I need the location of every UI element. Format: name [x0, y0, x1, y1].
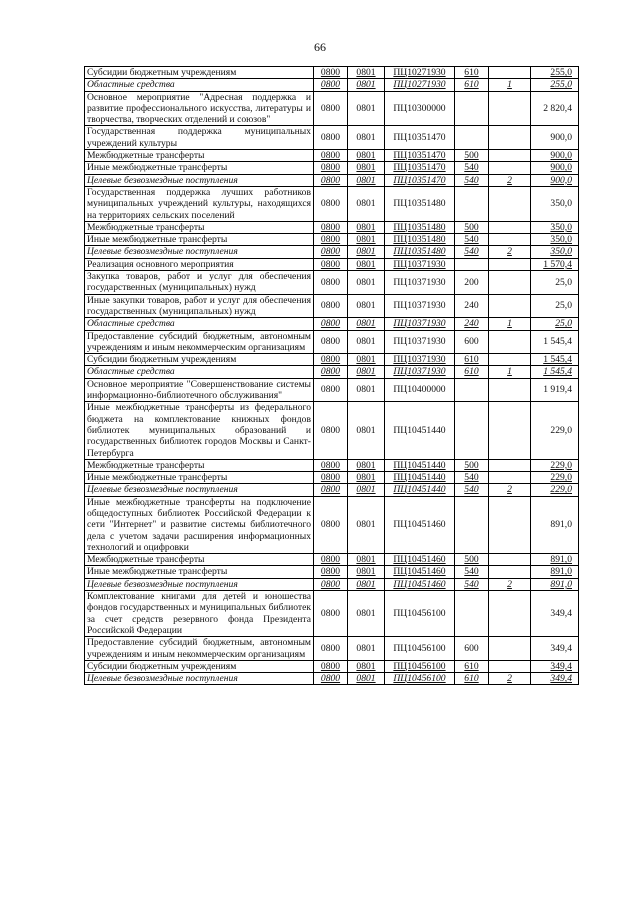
table-row [85, 566, 579, 578]
funding-source-code [489, 637, 531, 661]
section-code: 0800 [314, 271, 348, 295]
subsection-code: 0801 [348, 472, 385, 484]
table-row [85, 402, 579, 459]
table-row [85, 162, 579, 174]
table-row [85, 354, 579, 366]
expense-type-code [455, 186, 489, 221]
target-article-code: ПЦ10351470 [385, 162, 455, 174]
subsection-code: 0801 [348, 150, 385, 162]
amount: 900,0 [531, 150, 579, 162]
amount: 350,0 [531, 186, 579, 221]
row-name: Государственная поддержка лучших работников муниципальных учреждений культуры, находящихся на территориях сельских поселений [85, 186, 314, 221]
section-code: 0800 [314, 566, 348, 578]
subsection-code: 0801 [348, 591, 385, 637]
row-name: Межбюджетные трансферты [85, 150, 314, 162]
table-row [85, 126, 579, 150]
subsection-code: 0801 [348, 221, 385, 233]
table-row [85, 79, 579, 91]
target-article-code: ПЦ10300000 [385, 91, 455, 126]
section-code: 0800 [314, 366, 348, 378]
funding-source-code: 1 [489, 366, 531, 378]
row-name: Иные межбюджетные трансферты [85, 566, 314, 578]
expense-type-code: 610 [455, 366, 489, 378]
target-article-code: ПЦ10351470 [385, 174, 455, 186]
amount: 255,0 [531, 79, 579, 91]
expense-type-code: 500 [455, 459, 489, 471]
target-article-code: ПЦ10371930 [385, 318, 455, 330]
funding-source-code: 1 [489, 79, 531, 91]
amount: 229,0 [531, 472, 579, 484]
row-name: Иные межбюджетные трансферты [85, 162, 314, 174]
target-article-code: ПЦ10451440 [385, 459, 455, 471]
target-article-code: ПЦ10351470 [385, 150, 455, 162]
section-code: 0800 [314, 67, 348, 79]
expense-type-code: 610 [455, 67, 489, 79]
subsection-code: 0801 [348, 186, 385, 221]
budget-table [84, 66, 579, 685]
amount: 2 820,4 [531, 91, 579, 126]
expense-type-code [455, 126, 489, 150]
amount: 891,0 [531, 496, 579, 553]
target-article-code: ПЦ10351480 [385, 234, 455, 246]
table-row [85, 91, 579, 126]
row-name: Межбюджетные трансферты [85, 459, 314, 471]
section-code: 0800 [314, 174, 348, 186]
row-name: Государственная поддержка муниципальных учреждений культуры [85, 126, 314, 150]
expense-type-code [455, 402, 489, 459]
amount: 891,0 [531, 578, 579, 590]
subsection-code: 0801 [348, 484, 385, 496]
target-article-code: ПЦ10351480 [385, 221, 455, 233]
expense-type-code: 540 [455, 234, 489, 246]
section-code: 0800 [314, 234, 348, 246]
row-name: Закупка товаров, работ и услуг для обеспечения государственных (муниципальных) нужд [85, 271, 314, 295]
expense-type-code: 540 [455, 472, 489, 484]
section-code: 0800 [314, 378, 348, 402]
section-code: 0800 [314, 258, 348, 270]
section-code: 0800 [314, 294, 348, 318]
table-row [85, 472, 579, 484]
expense-type-code: 600 [455, 637, 489, 661]
target-article-code: ПЦ10400000 [385, 378, 455, 402]
target-article-code: ПЦ10371930 [385, 330, 455, 354]
target-article-code: ПЦ10456100 [385, 591, 455, 637]
expense-type-code: 610 [455, 79, 489, 91]
subsection-code: 0801 [348, 126, 385, 150]
funding-source-code [489, 660, 531, 672]
subsection-code: 0801 [348, 402, 385, 459]
funding-source-code [489, 186, 531, 221]
row-name: Комплектование книгами для детей и юношества фондов государственных и муниципальных библиотек за счет средств резервного фонда Президента Российской Федерации [85, 591, 314, 637]
subsection-code: 0801 [348, 258, 385, 270]
amount: 1 545,4 [531, 330, 579, 354]
table-row [85, 673, 579, 685]
expense-type-code: 540 [455, 484, 489, 496]
expense-type-code: 500 [455, 554, 489, 566]
section-code: 0800 [314, 496, 348, 553]
row-name: Целевые безвозмездные поступления [85, 484, 314, 496]
table-row [85, 258, 579, 270]
amount: 900,0 [531, 162, 579, 174]
amount: 229,0 [531, 402, 579, 459]
section-code: 0800 [314, 186, 348, 221]
row-name: Основное мероприятие "Совершенствование системы информационно-библиотечного обслуживания" [85, 378, 314, 402]
funding-source-code [489, 221, 531, 233]
amount: 350,0 [531, 221, 579, 233]
budget-table-body [85, 67, 579, 685]
table-row [85, 578, 579, 590]
section-code: 0800 [314, 472, 348, 484]
table-row [85, 484, 579, 496]
table-row [85, 660, 579, 672]
table-row [85, 318, 579, 330]
subsection-code: 0801 [348, 673, 385, 685]
row-name: Субсидии бюджетным учреждениям [85, 660, 314, 672]
subsection-code: 0801 [348, 294, 385, 318]
expense-type-code [455, 496, 489, 553]
expense-type-code: 610 [455, 660, 489, 672]
section-code: 0800 [314, 318, 348, 330]
row-name: Областные средства [85, 79, 314, 91]
funding-source-code [489, 294, 531, 318]
target-article-code: ПЦ10451440 [385, 402, 455, 459]
row-name: Субсидии бюджетным учреждениям [85, 354, 314, 366]
expense-type-code: 540 [455, 578, 489, 590]
expense-type-code: 240 [455, 318, 489, 330]
row-name: Целевые безвозмездные поступления [85, 673, 314, 685]
section-code: 0800 [314, 673, 348, 685]
row-name: Основное мероприятие "Адресная поддержка и развитие профессионального искусства, литературы и творчества, творческих отделений и союзов" [85, 91, 314, 126]
subsection-code: 0801 [348, 578, 385, 590]
amount: 900,0 [531, 126, 579, 150]
target-article-code: ПЦ10351480 [385, 186, 455, 221]
target-article-code: ПЦ10371930 [385, 294, 455, 318]
section-code: 0800 [314, 126, 348, 150]
amount: 891,0 [531, 566, 579, 578]
section-code: 0800 [314, 637, 348, 661]
row-name: Реализация основного мероприятия [85, 258, 314, 270]
amount: 1 570,4 [531, 258, 579, 270]
subsection-code: 0801 [348, 378, 385, 402]
table-row [85, 554, 579, 566]
amount: 1 545,4 [531, 366, 579, 378]
funding-source-code [489, 554, 531, 566]
subsection-code: 0801 [348, 496, 385, 553]
row-name: Иные межбюджетные трансферты [85, 234, 314, 246]
table-row [85, 330, 579, 354]
subsection-code: 0801 [348, 354, 385, 366]
subsection-code: 0801 [348, 174, 385, 186]
funding-source-code [489, 566, 531, 578]
table-row [85, 234, 579, 246]
amount: 350,0 [531, 234, 579, 246]
row-name: Предоставление субсидий бюджетным, автономным учреждениям и иным некоммерческим организациям [85, 637, 314, 661]
table-row [85, 294, 579, 318]
subsection-code: 0801 [348, 162, 385, 174]
table-row [85, 366, 579, 378]
row-name: Иные закупки товаров, работ и услуг для обеспечения государственных (муниципальных) нужд [85, 294, 314, 318]
target-article-code: ПЦ10456100 [385, 660, 455, 672]
section-code: 0800 [314, 402, 348, 459]
subsection-code: 0801 [348, 637, 385, 661]
funding-source-code [489, 472, 531, 484]
subsection-code: 0801 [348, 660, 385, 672]
amount: 349,4 [531, 591, 579, 637]
section-code: 0800 [314, 246, 348, 258]
funding-source-code: 1 [489, 318, 531, 330]
expense-type-code [455, 591, 489, 637]
section-code: 0800 [314, 578, 348, 590]
section-code: 0800 [314, 221, 348, 233]
target-article-code: ПЦ10371930 [385, 271, 455, 295]
amount: 25,0 [531, 294, 579, 318]
funding-source-code [489, 234, 531, 246]
section-code: 0800 [314, 354, 348, 366]
subsection-code: 0801 [348, 246, 385, 258]
target-article-code: ПЦ10456100 [385, 673, 455, 685]
subsection-code: 0801 [348, 271, 385, 295]
expense-type-code: 540 [455, 246, 489, 258]
subsection-code: 0801 [348, 330, 385, 354]
target-article-code: ПЦ10371930 [385, 366, 455, 378]
section-code: 0800 [314, 150, 348, 162]
section-code: 0800 [314, 591, 348, 637]
table-row [85, 67, 579, 79]
table-row [85, 271, 579, 295]
section-code: 0800 [314, 91, 348, 126]
funding-source-code [489, 67, 531, 79]
row-name: Целевые безвозмездные поступления [85, 246, 314, 258]
expense-type-code [455, 258, 489, 270]
subsection-code: 0801 [348, 459, 385, 471]
funding-source-code [489, 459, 531, 471]
target-article-code: ПЦ10456100 [385, 637, 455, 661]
amount: 900,0 [531, 174, 579, 186]
section-code: 0800 [314, 554, 348, 566]
target-article-code: ПЦ10371930 [385, 354, 455, 366]
amount: 25,0 [531, 271, 579, 295]
section-code: 0800 [314, 79, 348, 91]
expense-type-code [455, 378, 489, 402]
row-name: Субсидии бюджетным учреждениям [85, 67, 314, 79]
funding-source-code [489, 126, 531, 150]
table-row [85, 378, 579, 402]
page-number: 66 [314, 40, 326, 54]
amount: 891,0 [531, 554, 579, 566]
expense-type-code: 540 [455, 566, 489, 578]
row-name: Межбюджетные трансферты [85, 221, 314, 233]
funding-source-code [489, 378, 531, 402]
table-row [85, 186, 579, 221]
funding-source-code: 2 [489, 246, 531, 258]
table-row [85, 150, 579, 162]
subsection-code: 0801 [348, 91, 385, 126]
funding-source-code [489, 330, 531, 354]
funding-source-code: 2 [489, 673, 531, 685]
funding-source-code [489, 91, 531, 126]
target-article-code: ПЦ10451440 [385, 472, 455, 484]
funding-source-code: 2 [489, 484, 531, 496]
subsection-code: 0801 [348, 234, 385, 246]
row-name: Целевые безвозмездные поступления [85, 174, 314, 186]
funding-source-code [489, 162, 531, 174]
funding-source-code [489, 271, 531, 295]
target-article-code: ПЦ10451460 [385, 496, 455, 553]
target-article-code: ПЦ10451460 [385, 554, 455, 566]
target-article-code: ПЦ10271930 [385, 79, 455, 91]
section-code: 0800 [314, 660, 348, 672]
table-row [85, 591, 579, 637]
target-article-code: ПЦ10351480 [385, 246, 455, 258]
target-article-code: ПЦ10451460 [385, 566, 455, 578]
row-name: Межбюджетные трансферты [85, 554, 314, 566]
row-name: Предоставление субсидий бюджетным, автономным учреждениям и иным некоммерческим организациям [85, 330, 314, 354]
funding-source-code [489, 496, 531, 553]
row-name: Иные межбюджетные трансферты из федерального бюджета на комплектование книжных фондов библиотек муниципальных образований и государственных библиотек городов Москвы и Санкт-Петербурга [85, 402, 314, 459]
expense-type-code: 500 [455, 221, 489, 233]
section-code: 0800 [314, 162, 348, 174]
table-row [85, 174, 579, 186]
subsection-code: 0801 [348, 79, 385, 91]
subsection-code: 0801 [348, 366, 385, 378]
amount: 255,0 [531, 67, 579, 79]
amount: 349,4 [531, 673, 579, 685]
funding-source-code [489, 591, 531, 637]
amount: 1 545,4 [531, 354, 579, 366]
funding-source-code [489, 402, 531, 459]
subsection-code: 0801 [348, 67, 385, 79]
amount: 349,4 [531, 660, 579, 672]
expense-type-code: 500 [455, 150, 489, 162]
funding-source-code [489, 258, 531, 270]
table-row [85, 246, 579, 258]
row-name: Иные межбюджетные трансферты на подключение общедоступных библиотек Российской Федерации к сети "Интернет" и развитие системы библиотечного дела с учетом задачи расширения информационных технологий и оцифровки [85, 496, 314, 553]
expense-type-code: 610 [455, 673, 489, 685]
amount: 1 919,4 [531, 378, 579, 402]
row-name: Областные средства [85, 366, 314, 378]
subsection-code: 0801 [348, 318, 385, 330]
target-article-code: ПЦ10371930 [385, 258, 455, 270]
funding-source-code [489, 354, 531, 366]
expense-type-code: 240 [455, 294, 489, 318]
section-code: 0800 [314, 459, 348, 471]
target-article-code: ПЦ10451460 [385, 578, 455, 590]
row-name: Целевые безвозмездные поступления [85, 578, 314, 590]
expense-type-code [455, 91, 489, 126]
amount: 229,0 [531, 484, 579, 496]
table-row [85, 637, 579, 661]
subsection-code: 0801 [348, 566, 385, 578]
expense-type-code: 200 [455, 271, 489, 295]
table-row [85, 459, 579, 471]
table-row [85, 496, 579, 553]
target-article-code: ПЦ10451440 [385, 484, 455, 496]
expense-type-code: 540 [455, 162, 489, 174]
funding-source-code [489, 150, 531, 162]
subsection-code: 0801 [348, 554, 385, 566]
amount: 229,0 [531, 459, 579, 471]
funding-source-code: 2 [489, 174, 531, 186]
expense-type-code: 600 [455, 330, 489, 354]
target-article-code: ПЦ10351470 [385, 126, 455, 150]
row-name: Иные межбюджетные трансферты [85, 472, 314, 484]
funding-source-code: 2 [489, 578, 531, 590]
table-row [85, 221, 579, 233]
amount: 25,0 [531, 318, 579, 330]
target-article-code: ПЦ10271930 [385, 67, 455, 79]
row-name: Областные средства [85, 318, 314, 330]
expense-type-code: 610 [455, 354, 489, 366]
amount: 349,4 [531, 637, 579, 661]
expense-type-code: 540 [455, 174, 489, 186]
section-code: 0800 [314, 484, 348, 496]
section-code: 0800 [314, 330, 348, 354]
amount: 350,0 [531, 246, 579, 258]
